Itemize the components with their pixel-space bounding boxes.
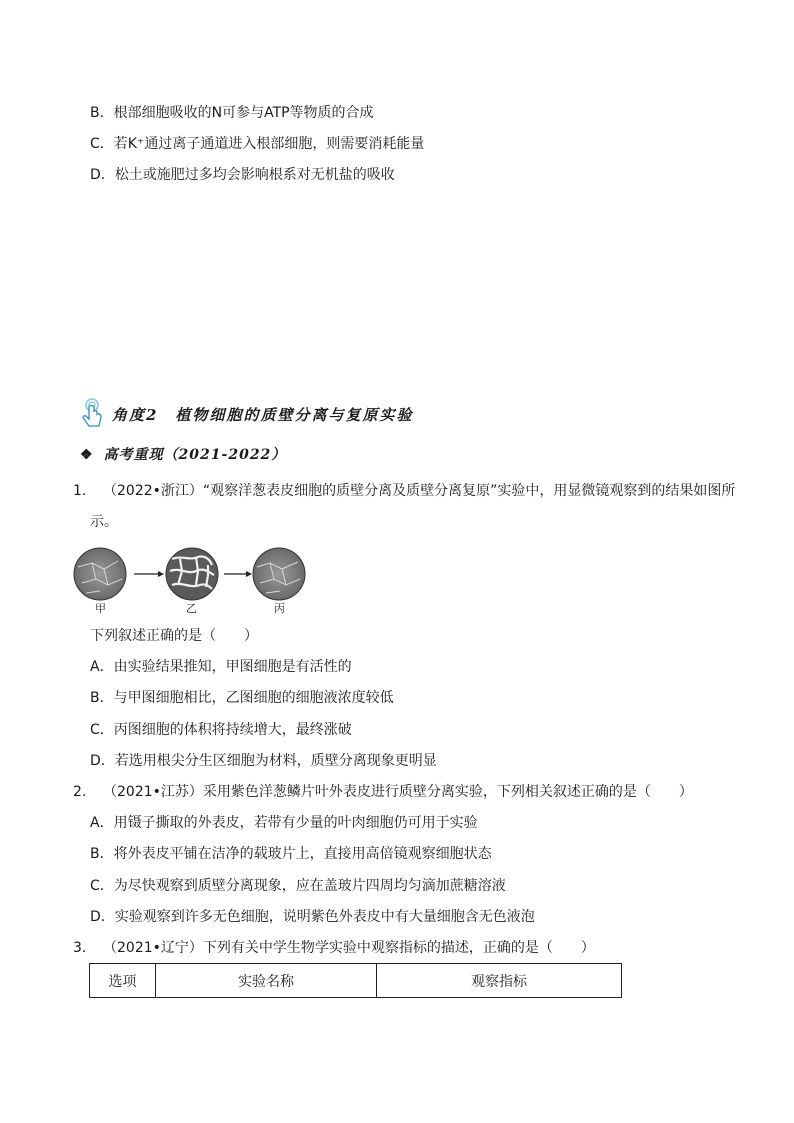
- figure-label-bing: 丙: [274, 602, 285, 615]
- subsection-title-text: 高考重现（2021-2022）: [103, 447, 287, 463]
- option-d: D．松土或施肥过多均会影响根系对无机盐的吸收: [90, 167, 395, 183]
- figure-label-yi: 乙: [186, 602, 197, 615]
- question-3-stem: （2021•辽宁）下列有关中学生物学实验中观察指标的描述，正确的是（ ）: [103, 940, 595, 956]
- question-2-option-c: C．为尽快观察到质壁分离现象，应在盖玻片四周均匀滴加蔗糖溶液: [90, 878, 506, 894]
- section-title: 角度2 植物细胞的质壁分离与复原实验: [112, 406, 414, 424]
- cell-image-jia: [74, 548, 126, 600]
- diamond-icon: ❖: [80, 447, 94, 463]
- question-1-number: 1.: [73, 483, 87, 499]
- figure-label-jia: 甲: [95, 602, 106, 615]
- question-2-stem: （2021•江苏）采用紫色洋葱鳞片叶外表皮进行质壁分离实验，下列相关叙述正确的是（ ）: [103, 784, 693, 800]
- question-1-option-c: C．丙图细胞的体积将持续增大，最终涨破: [90, 722, 352, 738]
- observation-table: [89, 963, 622, 998]
- pointing-hand-icon: [78, 397, 104, 429]
- question-2-number: 2.: [73, 784, 87, 800]
- question-2-option-b: B．将外表皮平铺在洁净的载玻片上，直接用高倍镜观察细胞状态: [90, 846, 492, 862]
- option-c: C．若K⁺通过离子通道进入根部细胞，则需要消耗能量: [90, 136, 425, 152]
- question-3-number: 3.: [73, 940, 87, 956]
- question-1-option-a: A．由实验结果推知，甲图细胞是有活性的: [90, 659, 352, 675]
- question-2-option-d: D．实验观察到许多无色细胞，说明紫色外表皮中有大量细胞含无色液泡: [90, 909, 535, 925]
- table-header-row: [90, 964, 622, 998]
- cell-image-yi: [166, 548, 218, 600]
- table-header-indicator: 观察指标: [377, 964, 622, 998]
- question-1-option-d: D．若选用根尖分生区细胞为材料，质壁分离现象更明显: [90, 753, 437, 769]
- question-1-option-b: B．与甲图细胞相比，乙图细胞的细胞液浓度较低: [90, 690, 394, 706]
- question-2-option-a: A．用镊子撕取的外表皮，若带有少量的叶肉细胞仍可用于实验: [90, 815, 478, 831]
- question-1-stem-line2: 示。: [90, 514, 118, 530]
- table-header-experiment: 实验名称: [156, 964, 377, 998]
- question-1-prompt: 下列叙述正确的是（ ）: [90, 628, 258, 644]
- option-b: B．根部细胞吸收的N可参与ATP等物质的合成: [90, 105, 374, 121]
- cell-image-bing: [253, 548, 305, 600]
- table-header-option: 选项: [90, 964, 156, 998]
- subsection-title: [80, 444, 286, 464]
- question-1-stem-line1: （2022•浙江）“观察洋葱表皮细胞的质壁分离及质壁分离复原”实验中，用显微镜观察到的结果如图所: [103, 483, 736, 499]
